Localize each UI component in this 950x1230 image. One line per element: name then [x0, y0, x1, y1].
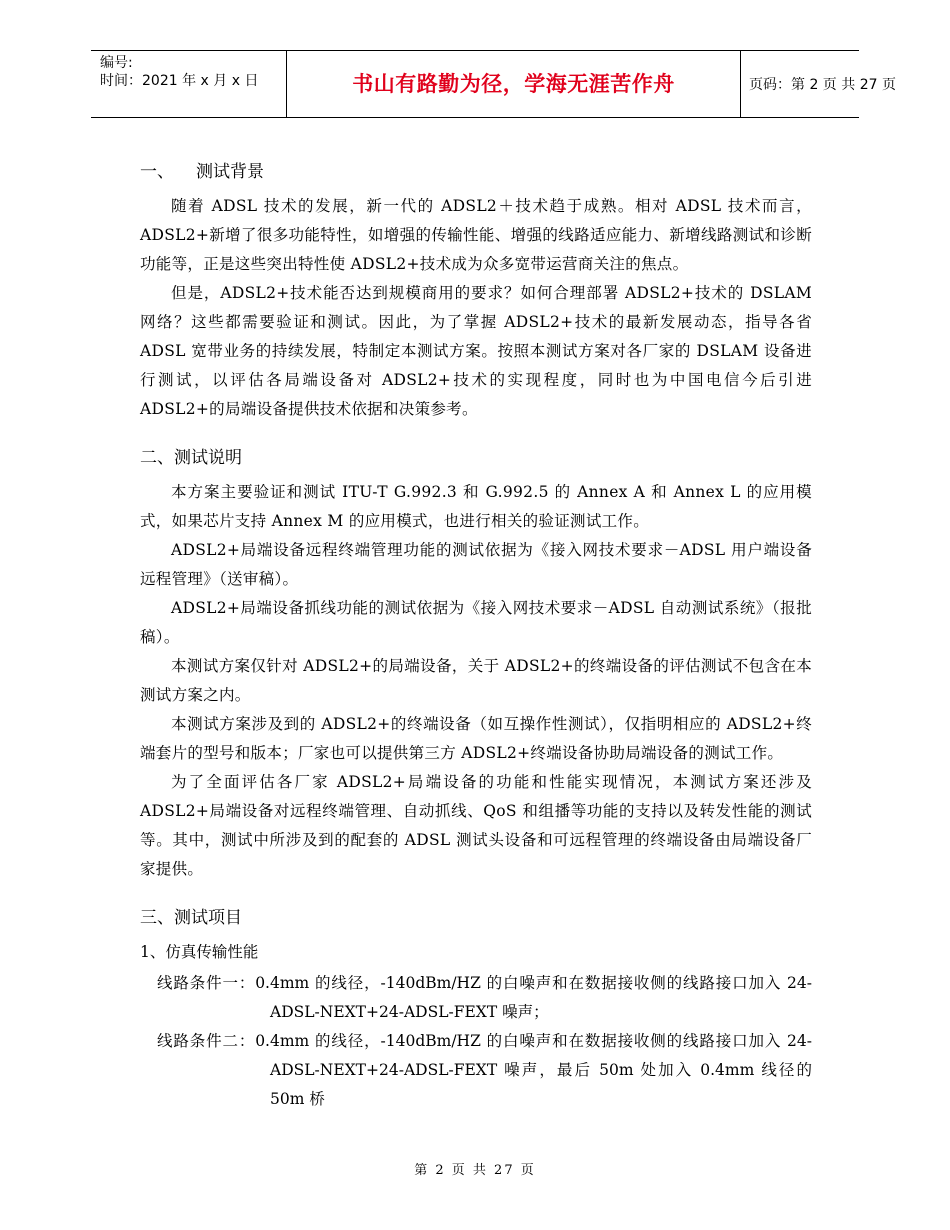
paragraph: ADSL2+局端设备抓线功能的测试依据为《接入网技术要求－ADSL 自动测试系统》（报批稿）。 [140, 599, 812, 646]
section-heading-description: 二、测试说明 [140, 448, 242, 468]
document-body [140, 158, 812, 1114]
paragraph: 本方案主要验证和测试 ITU-T G.992.3 和 G.992.5 的 Annex A 和 Annex L 的应用模式，如果芯片支持 Annex M 的应用模式，也进行相关的验证测试工作。 [140, 483, 812, 530]
paragraph: 本测试方案涉及到的 ADSL2+的终端设备（如互操作性测试），仅指明相应的 ADSL2+终端套片的型号和版本；厂家也可以提供第三方 ADSL2+终端设备协助局端设备的测试工作。 [140, 715, 812, 762]
header-page-cell [740, 51, 896, 117]
page-header [91, 50, 896, 118]
date-label: 时间：2021 年 x 月 x 日 [100, 73, 259, 89]
section-heading-items: 三、测试项目 [140, 908, 242, 928]
paragraph: 但是，ADSL2+技术能否达到规模商用的要求？如何合理部署 ADSL2+技术的 DSLAM 网络？这些都需要验证和测试。因此，为了掌握 ADSL2+技术的最新发展动态，指导各省 ADSL 宽带业务的持续发展，特制定本测试方案。按照本测试方案对各厂家的 DSLAM 设备进行测试，以评估各局端设备对 ADSL2+技术的实现程度，同时也为中国电信今后引进 ADSL2+的局端设备提供技术依据和决策参考。 [140, 284, 812, 418]
line-condition: 线路条件二：0.4mm 的线径，-140dBm/HZ 的白噪声和在数据接收侧的线路接口加入 24-ADSL-NEXT+24-ADSL-FEXT 噪声，最后 50m 处加入 0.4mm 线径的 50m 桥 [157, 1032, 812, 1108]
section-number: 一、 [140, 162, 174, 182]
paragraph: 随着 ADSL 技术的发展，新一代的 ADSL2＋技术趋于成熟。相对 ADSL 技术而言，ADSL2+新增了很多功能特性，如增强的传输性能、增强的线路适应能力、新增线路测试和诊断功能等，正是这些突出特性使 ADSL2+技术成为众多宽带运营商关注的焦点。 [140, 197, 812, 273]
subsection-heading: 1、仿真传输性能 [140, 943, 259, 961]
paragraph: ADSL2+局端设备远程终端管理功能的测试依据为《接入网技术要求－ADSL 用户端设备远程管理》（送审稿）。 [140, 541, 812, 588]
header-info-cell [91, 51, 286, 117]
paragraph: 本测试方案仅针对 ADSL2+的局端设备，关于 ADSL2+的终端设备的评估测试不包含在本测试方案之内。 [140, 657, 812, 704]
header-motto-cell [286, 51, 741, 117]
page-footer: 第 2 页 共 27 页 [414, 1163, 536, 1178]
line-condition: 线路条件一：0.4mm 的线径，-140dBm/HZ 的白噪声和在数据接收侧的线路接口加入 24-ADSL-NEXT+24-ADSL-FEXT 噪声； [157, 974, 812, 1021]
motto-text: 书山有路勤为径，学海无涯苦作舟 [352, 72, 675, 96]
page-number-label: 页码：第 2 页 共 27 页 [749, 77, 896, 93]
section-heading-background [140, 158, 812, 186]
serial-number-label: 编号: [100, 55, 133, 71]
paragraph: 为了全面评估各厂家 ADSL2+局端设备的功能和性能实现情况，本测试方案还涉及 ADSL2+局端设备对远程终端管理、自动抓线、QoS 和组播等功能的支持以及转发性能的测试等。其中，测试中所涉及到的配套的 ADSL 测试头设备和可远程管理的终端设备由局端设备厂家提供。 [140, 773, 812, 878]
section-title: 测试背景 [196, 162, 264, 182]
